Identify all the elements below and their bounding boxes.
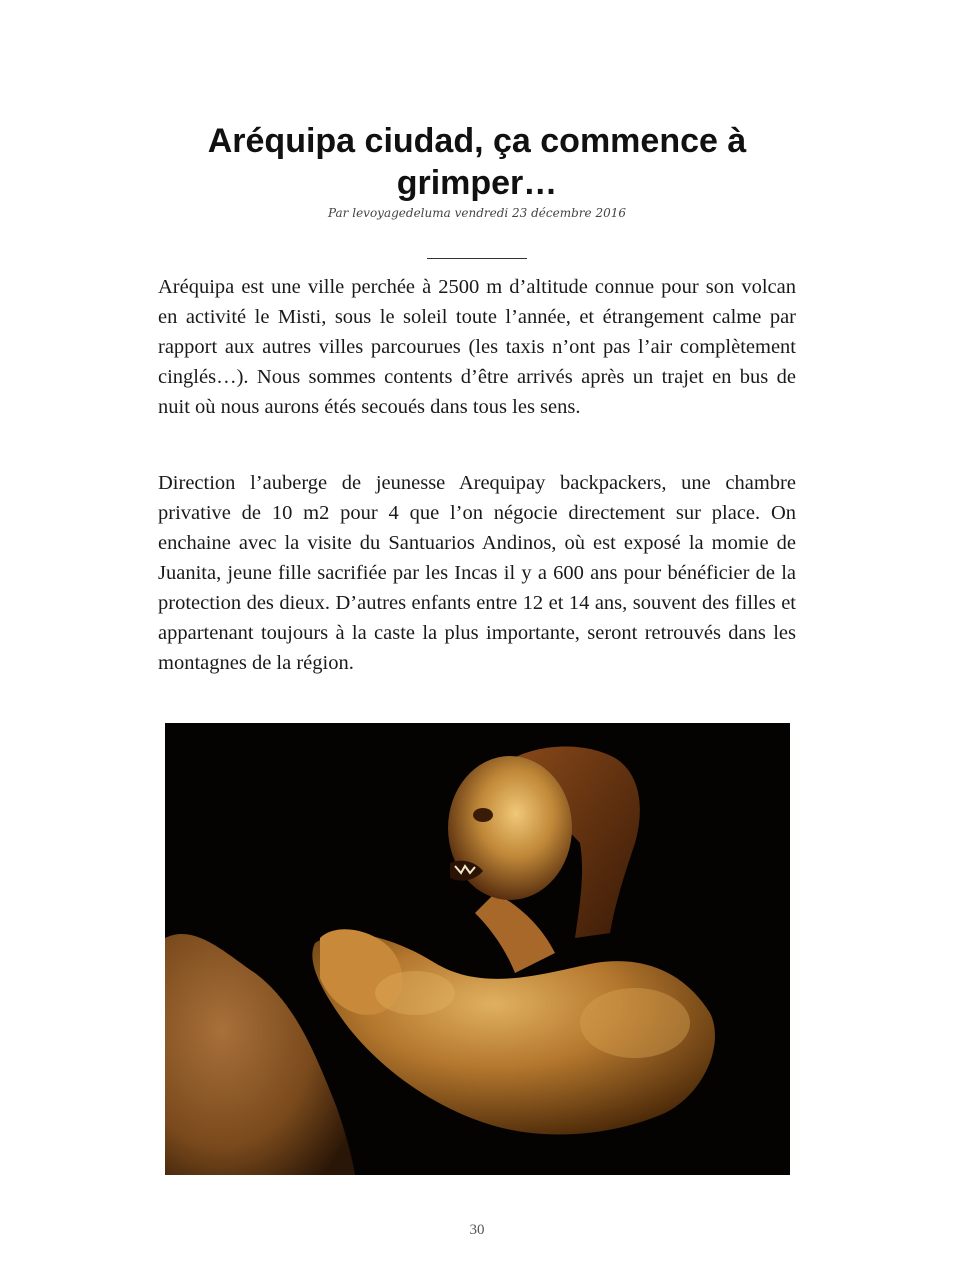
article-byline: Par levoyagedeluma vendredi 23 décembre 2016 — [327, 206, 626, 220]
page-number: 30 — [469, 1222, 485, 1238]
mummy-photo — [165, 723, 790, 1175]
paragraph-1: Aréquipa est une ville perchée à 2500 m d’altitude connue pour son volcan en activité le Misti, sous le soleil toute l’année, et étrangement calme par rapport aux autres villes parcourues (les taxis n’ont pas l’air complètement cinglés…). Nous sommes contents d’être arrivés après un trajet en bus de nuit où nous aurons étés secoués dans tous les sens. — [158, 276, 796, 418]
article-title: Aréquipa ciudad, ça commence à grimper… — [207, 122, 747, 202]
paragraph-2: Direction l’auberge de jeunesse Arequipay backpackers, une chambre privative de 10 m2 pour 4 que l’on négocie directement sur place. On enchaine avec la visite du Santuarios Andinos, où est exposé la momie de Juanita, jeune fille sacrifiée par les Incas il y a 600 ans pour bénéficier de la protection des dieux. D’autres enfants entre 12 et 14 ans, souvent des filles et appartenant toujours à la caste la plus importante, seront retrouvés dans les montagnes de la région. — [158, 472, 796, 674]
title-divider — [427, 258, 527, 259]
eye-socket — [473, 808, 493, 822]
mummy-illustration — [165, 723, 790, 1175]
